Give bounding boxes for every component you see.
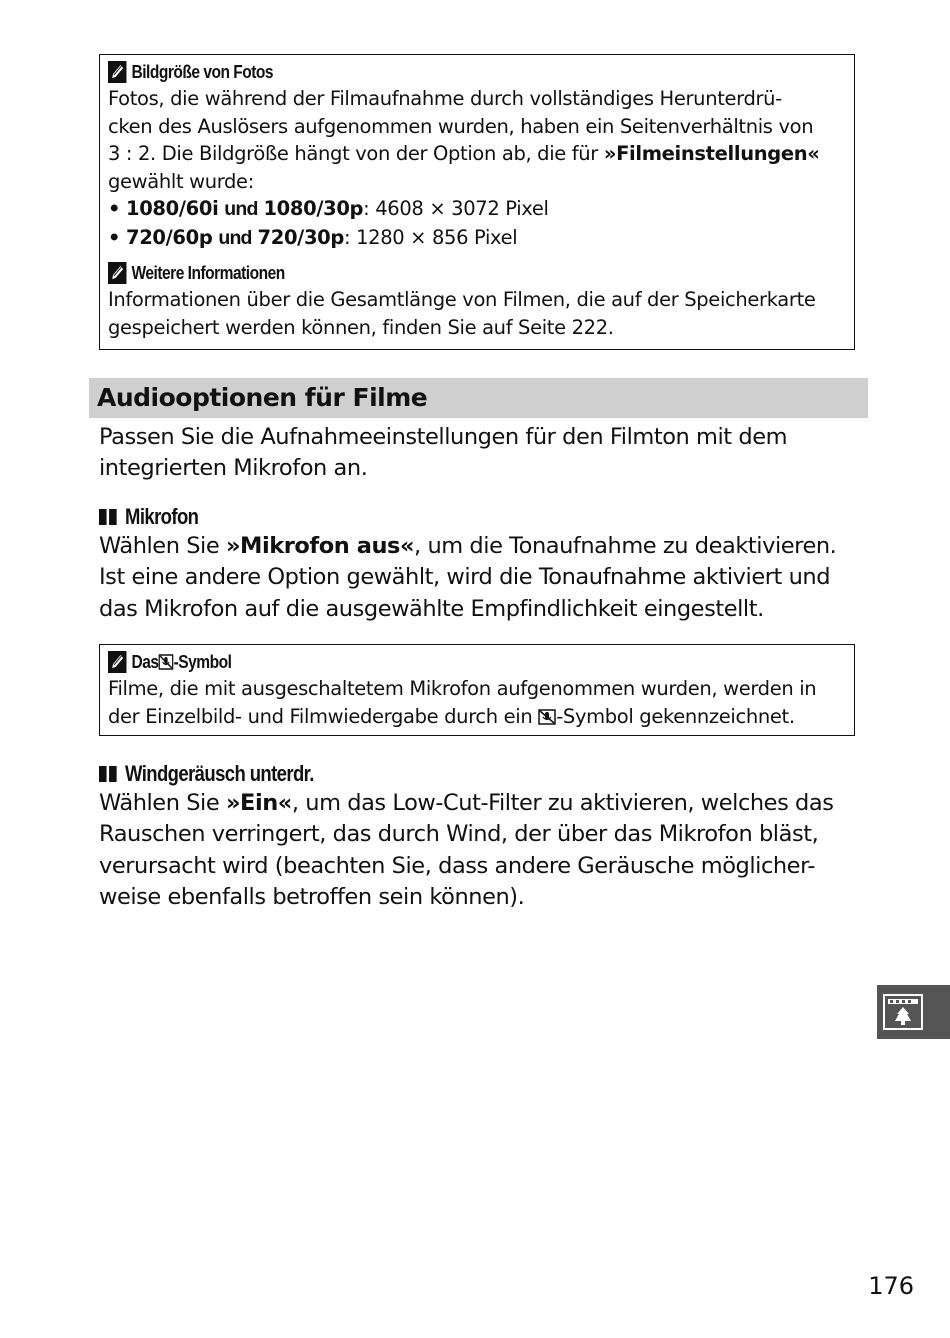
microphone-off-icon [538, 709, 556, 725]
note-title [108, 59, 728, 85]
menu-option-ein: »Ein« [225, 790, 292, 816]
body-line: weise ebenfalls betroffen sein können). [99, 883, 525, 910]
heading-marker-icon [99, 509, 107, 525]
note-line: Fotos, die während der Filmaufnahme durch vollständiges Herunterdrü- [108, 87, 782, 110]
note-line: gespeichert werden können, finden Sie auf Seite 222. [108, 315, 614, 339]
body-line: verursacht wird (beachten Sie, dass andere Geräusche möglicher- [99, 852, 816, 879]
heading-marker-icon [109, 766, 117, 782]
section-intro [99, 422, 869, 485]
menu-option-filmeinstellungen: »Filmeinstellungen« [603, 142, 820, 165]
chapter-tab [877, 985, 950, 1039]
bullet-item: • 1080/60i und 1080/30p: 4608 × 3072 Pixel [108, 197, 549, 220]
windgeraeusch-text [99, 788, 869, 913]
bullet-item: • 720/60p und 720/30p: 1280 × 856 Pixel [108, 225, 518, 249]
note-line: 3 : 2. Die Bildgröße hängt von der Option ab, die für »Filmeinstellungen« [108, 142, 820, 165]
microphone-off-icon [159, 654, 174, 670]
intro-line: Passen Sie die Aufnahmeeinstellungen für den Filmton mit dem [99, 424, 788, 450]
menu-option-mikrofon-aus: »Mikrofon aus« [225, 533, 415, 559]
note-title [108, 260, 728, 286]
body-line: Wählen Sie »Mikrofon aus«, um die Tonaufnahme zu deaktivieren. [99, 533, 837, 559]
note-line: Informationen über die Gesamtlänge von Filmen, die auf der Speicherkarte [108, 288, 816, 311]
body-line: Ist eine andere Option gewählt, wird die Tonaufnahme aktiviert und [99, 564, 831, 591]
body-line: Wählen Sie »Ein«, um das Low-Cut-Filter zu aktivieren, welches das [99, 790, 834, 816]
heading-marker-icon [99, 766, 107, 782]
note-line: gewählt wurde: [108, 169, 254, 193]
note-line: cken des Auslösers aufgenommen wurden, haben ein Seitenverhältnis von [108, 114, 814, 138]
body-line: Rauschen verringert, das durch Wind, der über das Mikrofon bläst, [99, 821, 819, 848]
mikrofon-text [99, 531, 869, 625]
subheading-mikrofon: Mikrofon [99, 502, 198, 532]
note-box-bildgroesse [99, 54, 855, 350]
note-title-text: Bildgröße von Fotos [131, 61, 274, 82]
pencil-note-icon [108, 262, 126, 284]
intro-line: integrierten Mikrofon an. [99, 455, 368, 482]
note-line: Filme, die mit ausgeschaltetem Mikrofon aufgenommen wurden, werden in [108, 677, 817, 700]
section-title: Audiooptionen für Filme [97, 383, 428, 412]
pencil-note-icon [108, 651, 126, 673]
body-line: das Mikrofon auf die ausgewählte Empfindlichkeit eingestellt. [99, 595, 764, 622]
heading-marker-icon [109, 509, 117, 525]
note-box-mic-off [99, 644, 855, 736]
subheading-windgeraeusch: Windgeräusch unterdr. [99, 759, 314, 789]
section-header-bar [89, 378, 868, 418]
pencil-note-icon [108, 61, 126, 83]
page-number: 176 [868, 1272, 914, 1300]
note-title: Das -Symbol [108, 649, 728, 675]
note-title-text: Weitere Informationen [131, 262, 285, 283]
note-line: der Einzelbild- und Filmwiedergabe durch ein -Symbol gekennzeichnet. [108, 704, 795, 728]
movie-menu-icon [883, 994, 923, 1030]
